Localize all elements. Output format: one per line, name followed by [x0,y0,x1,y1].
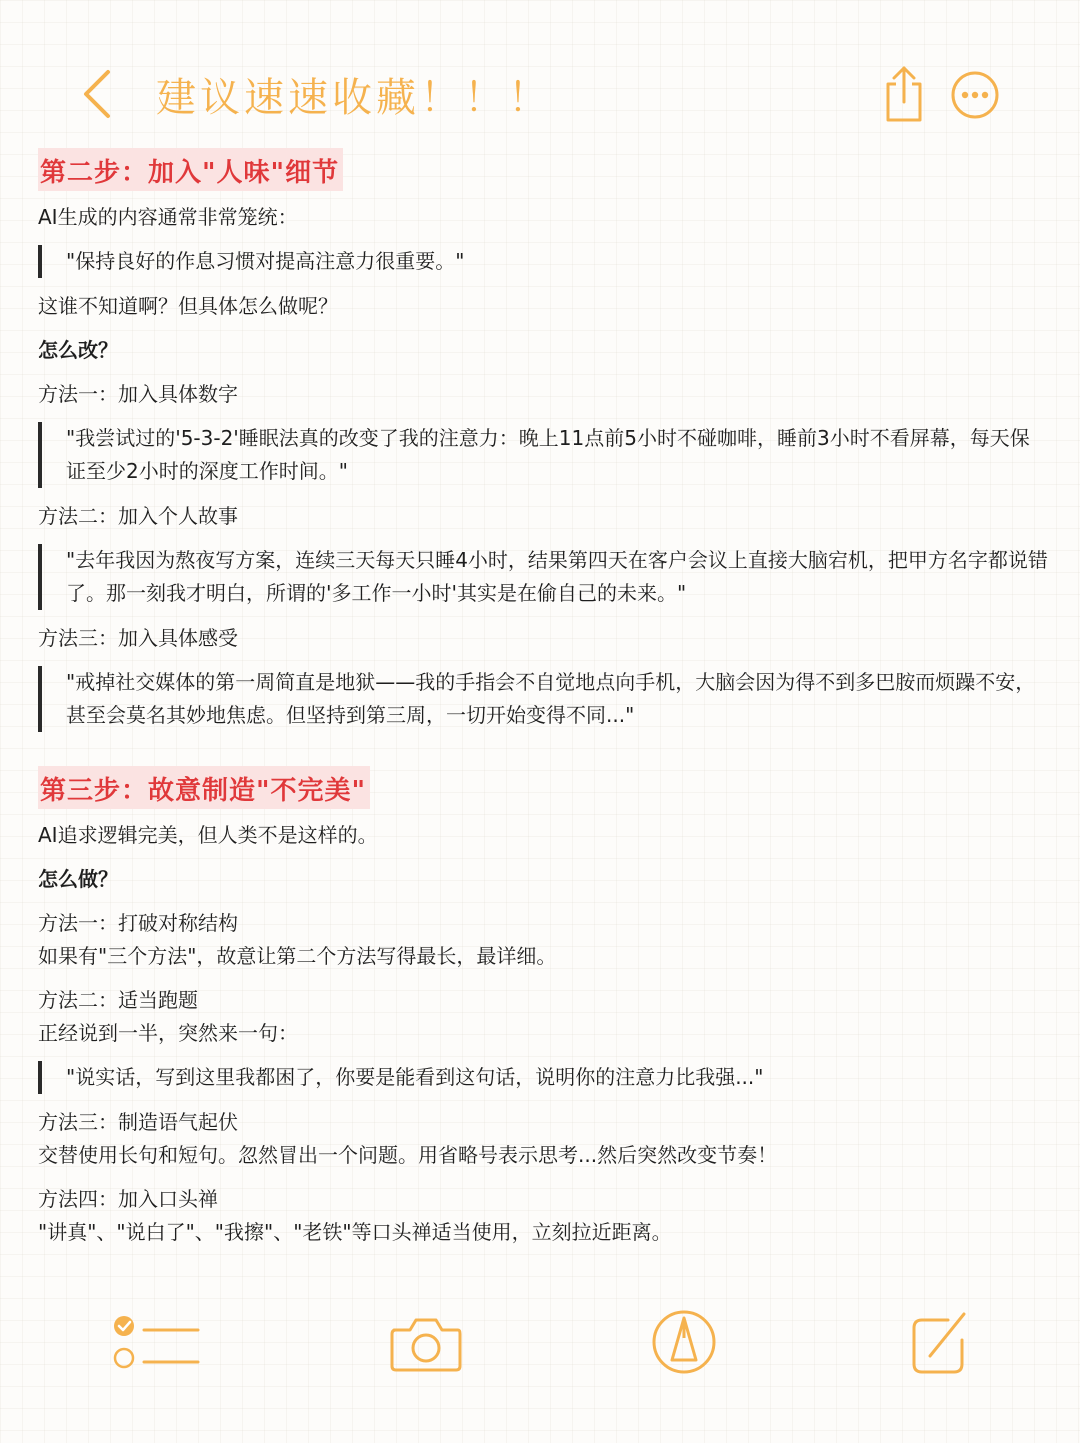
blockquote: "我尝试过的'5-3-2'睡眠法真的改变了我的注意力：晚上11点前5小时不碰咖啡，睡前3小时不看屏幕，每天保证至少2小时的深度工作时间。" [38,422,1048,488]
blockquote: "戒掉社交媒体的第一周简直是地狱——我的手指会不自觉地点向手机，大脑会因为得不到多巴胺而烦躁不安，甚至会莫名其妙地焦虑。但坚持到第三周，一切开始变得不同..." [38,666,1048,732]
compose-icon[interactable] [908,1310,970,1376]
bold-subheading: 怎么做？ [38,867,118,891]
section-heading-step-two: 第二步：加入"人味"细节 [38,148,343,191]
method-description: 如果有"三个方法"，故意让第二个方法写得最长，最详细。 [38,944,557,968]
method-description: 交替使用长句和短句。忽然冒出一个问题。用省略号表示思考...然后突然改变节奏！ [38,1143,778,1167]
more-options-icon[interactable] [950,70,1000,120]
method-label: 方法三：加入具体感受 [38,626,238,650]
back-chevron-icon[interactable] [72,62,132,126]
blockquote: "说实话，写到这里我都困了，你要是能看到这句话，说明你的注意力比我强..." [38,1061,1048,1094]
top-navigation-bar [0,0,1080,140]
method-label: 方法四：加入口头禅 [38,1187,218,1211]
bold-subheading: 怎么改？ [38,338,118,362]
section-heading-step-three: 第三步：故意制造"不完美" [38,766,370,809]
method-label: 方法二：加入个人故事 [38,504,238,528]
note-body [38,148,1048,1260]
share-icon[interactable] [882,64,926,124]
method-description: 正经说到一半，突然来一句： [38,1021,298,1045]
method-description: "讲真"、"说白了"、"我擦"、"老铁"等口头禅适当使用，立刻拉近距离。 [38,1220,672,1244]
note-title: 建议速速收藏！！！ [156,75,552,121]
method-label: 方法一：打破对称结构 [38,911,238,935]
method-label: 方法二：适当跑题 [38,988,198,1012]
blockquote: "去年我因为熬夜写方案，连续三天每天只睡4小时，结果第四天在客户会议上直接大脑宕机，把甲方名字都说错了。那一刻我才明白，所谓的'多工作一小时'其实是在偷自己的未来。" [38,544,1048,610]
blockquote: "保持良好的作息习惯对提高注意力很重要。" [38,245,1048,278]
body-text: AI追求逻辑完美，但人类不是这样的。 [38,823,378,847]
bottom-toolbar [0,1300,1080,1400]
camera-icon[interactable] [388,1314,464,1374]
method-label: 方法一：加入具体数字 [38,382,238,406]
body-text: AI生成的内容通常非常笼统： [38,205,298,229]
method-label: 方法三：制造语气起伏 [38,1110,238,1134]
checklist-icon[interactable] [112,1312,202,1376]
body-text: 这谁不知道啊？但具体怎么做呢？ [38,294,338,318]
pen-icon[interactable] [650,1308,718,1376]
